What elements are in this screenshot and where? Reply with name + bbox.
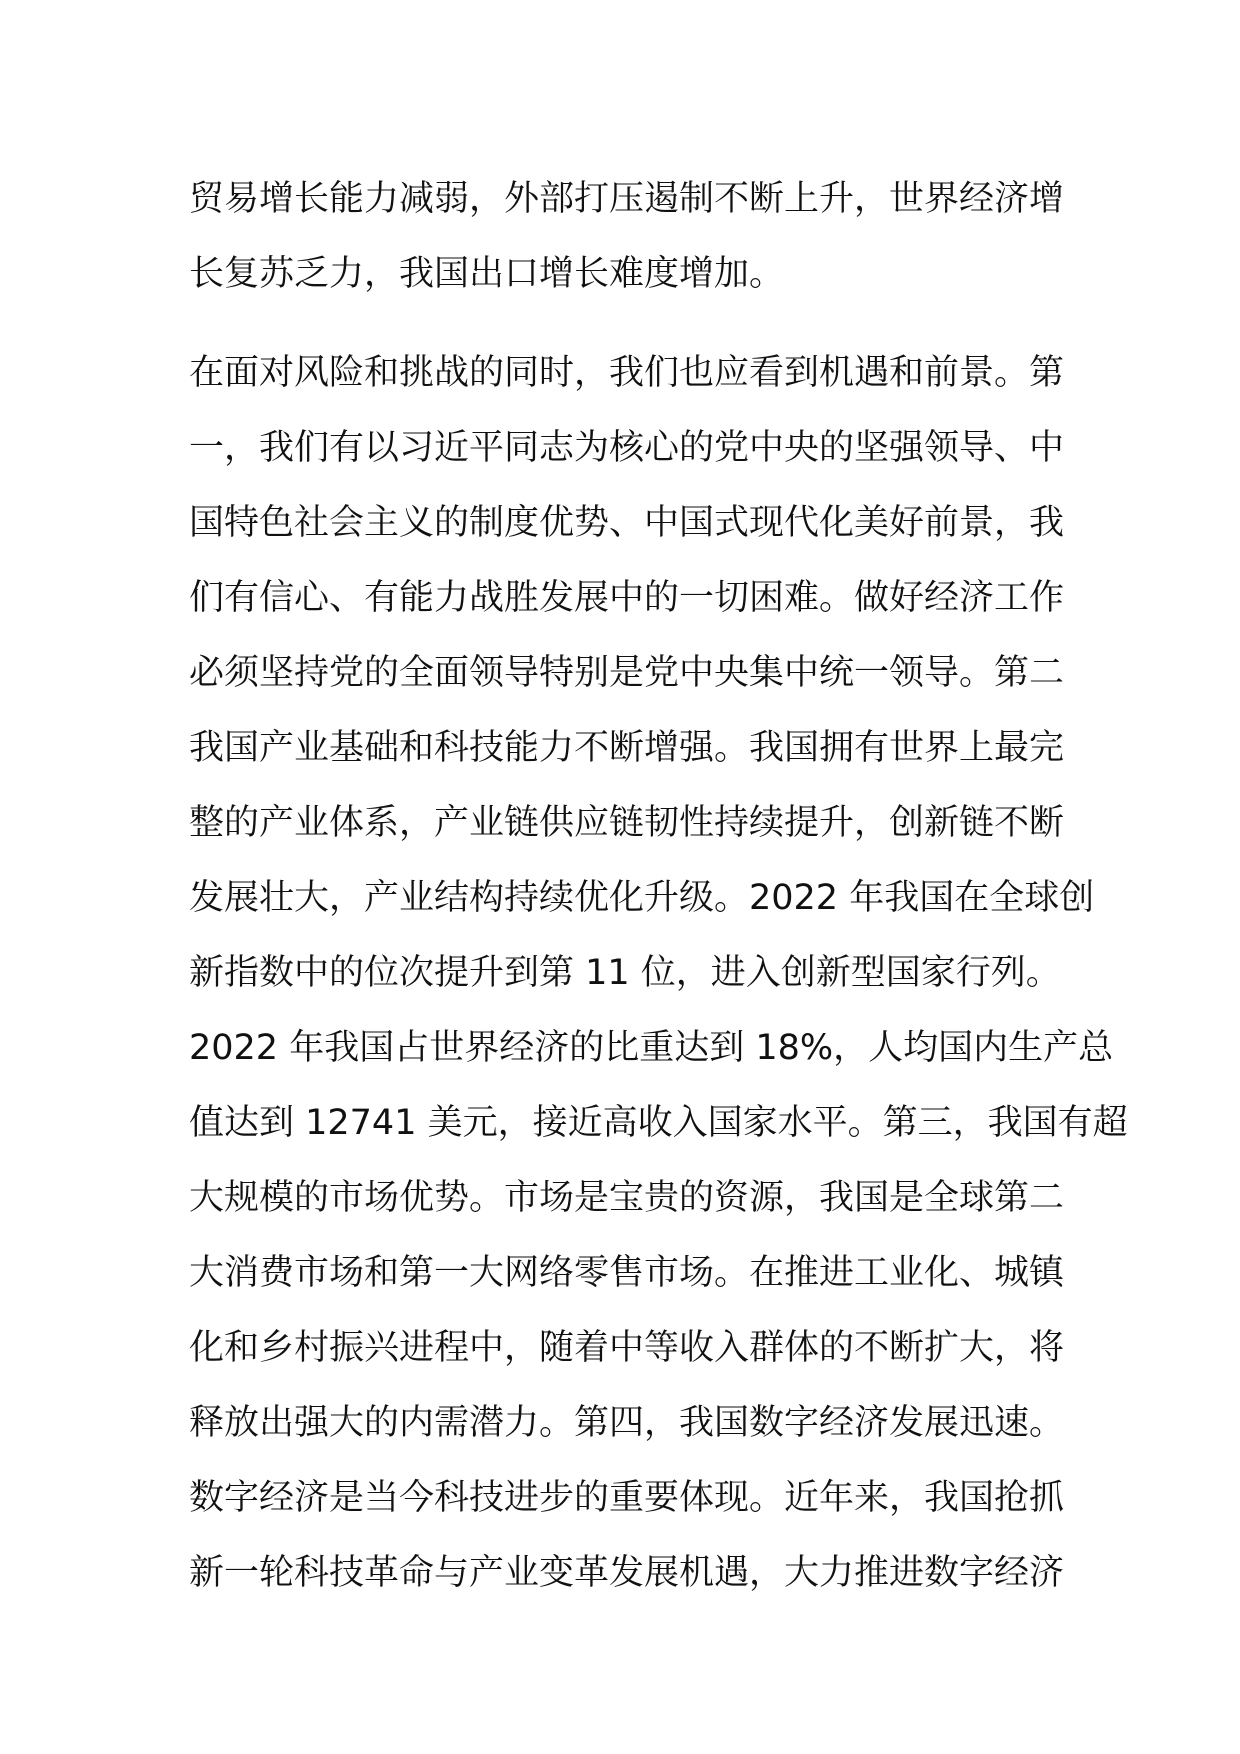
text-line: 我国产业基础和科技能力不断增强。我国拥有世界上最完 <box>189 728 1065 768</box>
text-line: 国特色社会主义的制度优势、中国式现代化美好前景，我 <box>189 503 1065 543</box>
text-line: 发展壮大，产业结构持续优化升级。2022 年我国在全球创 <box>189 878 1095 918</box>
text-line: 数字经济是当今科技进步的重要体现。近年来，我国抢抓 <box>189 1478 1065 1518</box>
paragraph-spacer <box>189 312 1069 336</box>
text-line: 释放出强大的内需潜力。第四，我国数字经济发展迅速。 <box>189 1403 1065 1443</box>
text-line: 新指数中的位次提升到第 11 位，进入创新型国家行列。 <box>189 953 1061 993</box>
text-line: 新一轮科技革命与产业变革发展机遇，大力推进数字经济 <box>189 1553 1065 1593</box>
paragraph-2 <box>189 336 1128 1611</box>
text-line: 化和乡村振兴进程中，随着中等收入群体的不断扩大，将 <box>189 1328 1065 1368</box>
paragraph-1 <box>189 162 1069 312</box>
text-line: 一，我们有以习近平同志为核心的党中央的坚强领导、中 <box>189 428 1065 468</box>
text-line: 长复苏乏力，我国出口增长难度增加。 <box>189 254 785 294</box>
text-line: 贸易增长能力减弱，外部打压遏制不断上升，世界经济增 <box>189 179 1065 219</box>
text-line: 整的产业体系，产业链供应链韧性持续提升，创新链不断 <box>189 803 1065 843</box>
text-line: 们有信心、有能力战胜发展中的一切困难。做好经济工作 <box>189 578 1065 618</box>
text-line: 必须坚持党的全面领导特别是党中央集中统一领导。第二 <box>189 653 1065 693</box>
text-line: 大消费市场和第一大网络零售市场。在推进工业化、城镇 <box>189 1253 1065 1293</box>
text-line: 在面对风险和挑战的同时，我们也应看到机遇和前景。第 <box>189 353 1065 393</box>
text-line: 值达到 12741 美元，接近高收入国家水平。第三，我国有超 <box>189 1103 1128 1143</box>
text-line: 大规模的市场优势。市场是宝贵的资源，我国是全球第二 <box>189 1178 1065 1218</box>
text-line: 2022 年我国占世界经济的比重达到 18%，人均国内生产总 <box>189 1028 1114 1068</box>
document-body <box>189 162 1128 1611</box>
